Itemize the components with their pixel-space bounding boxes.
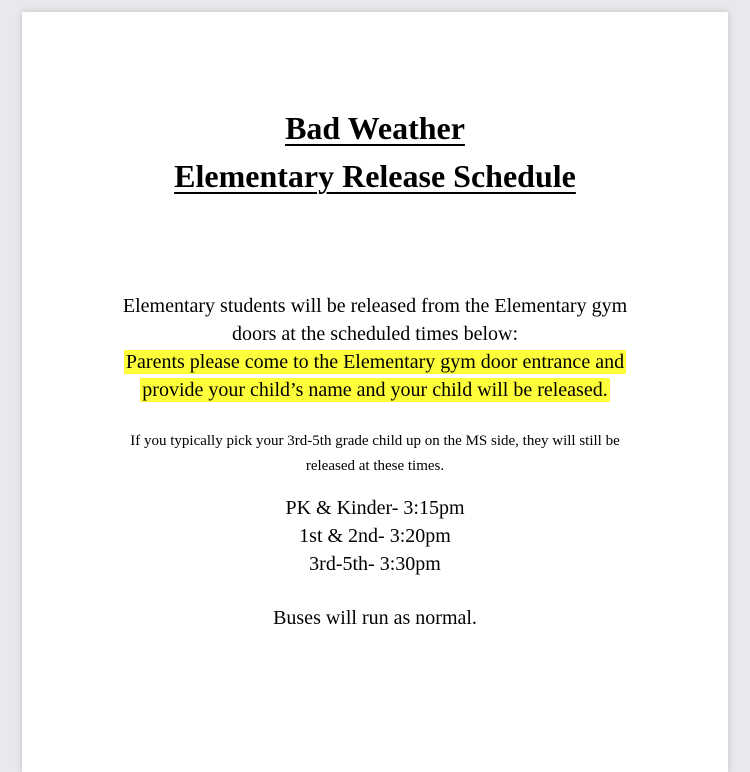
note-line-1: If you typically pick your 3rd-5th grade child up on the MS side, they will still be	[130, 433, 620, 449]
buses-note: Buses will run as normal.	[273, 607, 477, 629]
highlighted-instruction-line-2: provide your child’s name and your child will be released.	[142, 379, 608, 401]
intro-line-1: Elementary students will be released from the Elementary gym	[122, 295, 628, 317]
intro-line-2: doors at the scheduled times below:	[231, 323, 519, 345]
schedule-item: 3rd-5th- 3:30pm	[309, 553, 441, 575]
highlight-line-1-wrapper	[22, 348, 728, 376]
intro-paragraph	[22, 292, 728, 404]
pickup-note	[22, 429, 728, 479]
highlighted-instruction-line-1: Parents please come to the Elementary gym door entrance and	[125, 351, 625, 373]
document-page	[22, 12, 728, 772]
release-schedule	[22, 494, 728, 578]
highlight-line-2-wrapper	[22, 376, 728, 404]
schedule-item: 1st & 2nd- 3:20pm	[299, 525, 451, 547]
title-line-1: Bad Weather	[285, 110, 465, 146]
schedule-item: PK & Kinder- 3:15pm	[285, 497, 465, 519]
note-line-2: released at these times.	[305, 458, 445, 474]
title-line-2: Elementary Release Schedule	[174, 158, 576, 194]
